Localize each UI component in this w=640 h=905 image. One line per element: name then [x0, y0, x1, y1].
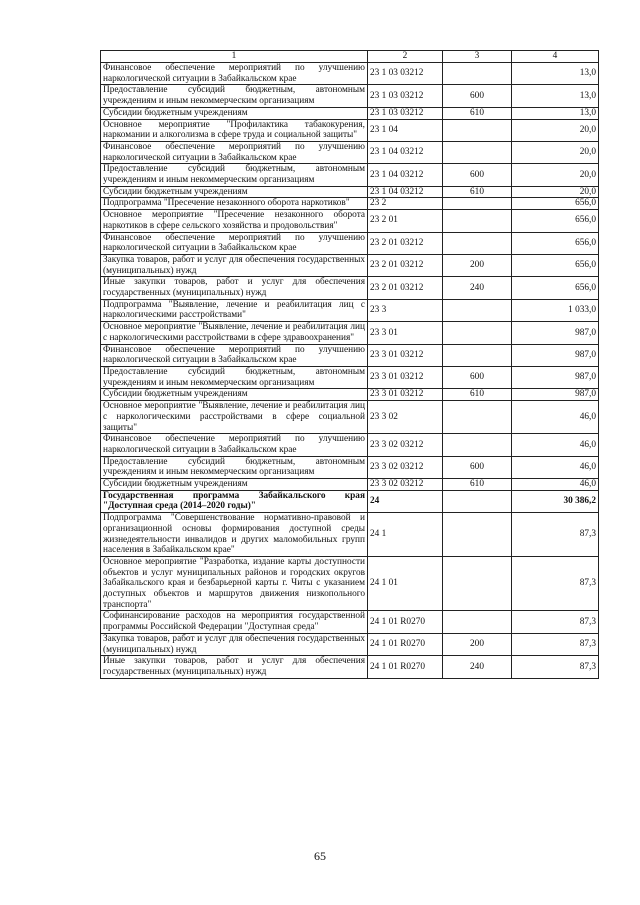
- amount-cell: 87,3: [512, 611, 599, 633]
- code-cell: 23 1 04: [368, 119, 443, 141]
- type-cell: [443, 434, 512, 456]
- code-cell: 23 2 01 03212: [368, 277, 443, 299]
- name-cell: Предоставление субсидий бюджетным, автономным учреждениям и иным некоммерческим организациям: [101, 456, 368, 478]
- table-row: [101, 401, 599, 434]
- code-cell: 24 1 01 R0270: [368, 656, 443, 678]
- header-cell-name: 1: [101, 51, 368, 63]
- table-row: [101, 85, 599, 107]
- type-cell: [443, 119, 512, 141]
- type-cell: 200: [443, 254, 512, 276]
- name-cell: Закупка товаров, работ и услуг для обеспечения государственных (муниципальных) нужд: [101, 633, 368, 655]
- table-row: [101, 186, 599, 198]
- type-cell: 240: [443, 277, 512, 299]
- type-cell: [443, 611, 512, 633]
- name-cell: Основное мероприятие "Выявление, лечение и реабилитация лиц с наркологическими расстройствами в сфере здравоохранения": [101, 322, 368, 344]
- table-row: [101, 107, 599, 119]
- code-cell: 23 1 03 03212: [368, 63, 443, 85]
- table-row: [101, 119, 599, 141]
- table-row: [101, 164, 599, 186]
- code-cell: 23 2: [368, 198, 443, 210]
- amount-cell: 656,0: [512, 254, 599, 276]
- type-cell: [443, 232, 512, 254]
- header-row: [101, 51, 599, 63]
- amount-cell: 87,3: [512, 656, 599, 678]
- amount-cell: 13,0: [512, 63, 599, 85]
- type-cell: [443, 322, 512, 344]
- table-row: [101, 322, 599, 344]
- amount-cell: 46,0: [512, 479, 599, 491]
- type-cell: 610: [443, 479, 512, 491]
- name-cell: Финансовое обеспечение мероприятий по улучшению наркологической ситуации в Забайкальском крае: [101, 434, 368, 456]
- code-cell: 23 1 04 03212: [368, 186, 443, 198]
- code-cell: 24 1 01 R0270: [368, 633, 443, 655]
- code-cell: 23 3 02 03212: [368, 434, 443, 456]
- name-cell: Финансовое обеспечение мероприятий по улучшению наркологической ситуации в Забайкальском крае: [101, 344, 368, 366]
- table-row: [101, 611, 599, 633]
- name-cell: Финансовое обеспечение мероприятий по улучшению наркологической ситуации в Забайкальском крае: [101, 63, 368, 85]
- table-row: [101, 513, 599, 557]
- name-cell: Предоставление субсидий бюджетным, автономным учреждениям и иным некоммерческим организациям: [101, 85, 368, 107]
- name-cell: Основное мероприятие "Разработка, издание карты доступности объектов и услуг муниципальных районов и городских округов Забайкальского края и безбарьерной карты г. Читы с указанием доступных объектов и маршрутов движения низкопольного транспорта": [101, 556, 368, 611]
- name-cell: Субсидии бюджетным учреждениям: [101, 479, 368, 491]
- amount-cell: 987,0: [512, 366, 599, 388]
- table-row: [101, 389, 599, 401]
- name-cell: Предоставление субсидий бюджетным, автономным учреждениям и иным некоммерческим организациям: [101, 164, 368, 186]
- table-row: [101, 141, 599, 163]
- code-cell: 23 2 01 03212: [368, 232, 443, 254]
- name-cell: Основное мероприятие "Выявление, лечение и реабилитация лиц с наркологическими расстройствами в сфере социальной защиты": [101, 401, 368, 434]
- code-cell: 23 1 03 03212: [368, 85, 443, 107]
- code-cell: 24: [368, 490, 443, 512]
- table-row: [101, 254, 599, 276]
- type-cell: [443, 490, 512, 512]
- type-cell: 200: [443, 633, 512, 655]
- table-row: [101, 277, 599, 299]
- code-cell: 23 3 02 03212: [368, 456, 443, 478]
- amount-cell: 46,0: [512, 401, 599, 434]
- amount-cell: 987,0: [512, 322, 599, 344]
- table-row: [101, 456, 599, 478]
- table-row: [101, 63, 599, 85]
- type-cell: 610: [443, 107, 512, 119]
- name-cell: Финансовое обеспечение мероприятий по улучшению наркологической ситуации в Забайкальском крае: [101, 141, 368, 163]
- type-cell: [443, 299, 512, 321]
- code-cell: 23 3 02: [368, 401, 443, 434]
- header-cell-code: 2: [368, 51, 443, 63]
- amount-cell: 87,3: [512, 556, 599, 611]
- amount-cell: 20,0: [512, 186, 599, 198]
- type-cell: 600: [443, 85, 512, 107]
- name-cell: Предоставление субсидий бюджетным, автономным учреждениям и иным некоммерческим организациям: [101, 366, 368, 388]
- table-row: [101, 656, 599, 678]
- amount-cell: 13,0: [512, 85, 599, 107]
- name-cell: Основное мероприятие "Профилактика табакокурения, наркомании и алкоголизма в сфере труда и социальной защиты": [101, 119, 368, 141]
- code-cell: 23 3 01 03212: [368, 389, 443, 401]
- type-cell: 600: [443, 456, 512, 478]
- name-cell: Софинансирование расходов на мероприятия государственной программы Российской Федерации "Доступная среда": [101, 611, 368, 633]
- amount-cell: 87,3: [512, 513, 599, 557]
- code-cell: 23 2 01: [368, 210, 443, 232]
- amount-cell: 87,3: [512, 633, 599, 655]
- table-row: [101, 366, 599, 388]
- amount-cell: 20,0: [512, 164, 599, 186]
- code-cell: 23 3 01 03212: [368, 366, 443, 388]
- code-cell: 23 1 03 03212: [368, 107, 443, 119]
- name-cell: Иные закупки товаров, работ и услуг для обеспечения государственных (муниципальных) нужд: [101, 656, 368, 678]
- name-cell: Государственная программа Забайкальского края "Доступная среда (2014–2020 годы)": [101, 490, 368, 512]
- table-row: [101, 210, 599, 232]
- code-cell: 23 3: [368, 299, 443, 321]
- name-cell: Основное мероприятие "Пресечение незаконного оборота наркотиков в сфере сельского хозяйства и продовольствия": [101, 210, 368, 232]
- amount-cell: 46,0: [512, 456, 599, 478]
- table-row: [101, 633, 599, 655]
- type-cell: 240: [443, 656, 512, 678]
- type-cell: [443, 210, 512, 232]
- name-cell: Подпрограмма "Пресечение незаконного оборота наркотиков": [101, 198, 368, 210]
- name-cell: Субсидии бюджетным учреждениям: [101, 186, 368, 198]
- page-number: 65: [314, 849, 326, 863]
- amount-cell: 30 386,2: [512, 490, 599, 512]
- name-cell: Подпрограмма "Совершенствование нормативно-правовой и организационной основы формирования доступной среды жизнедеятельности инвалидов и других маломобильных групп населения в Забайкальском крае": [101, 513, 368, 557]
- table-row: [101, 434, 599, 456]
- amount-cell: 656,0: [512, 210, 599, 232]
- code-cell: 24 1 01: [368, 556, 443, 611]
- table-row: [101, 232, 599, 254]
- table-row: [101, 344, 599, 366]
- name-cell: Субсидии бюджетным учреждениям: [101, 107, 368, 119]
- amount-cell: 46,0: [512, 434, 599, 456]
- table-row: [101, 198, 599, 210]
- amount-cell: 656,0: [512, 198, 599, 210]
- code-cell: 23 3 01: [368, 322, 443, 344]
- type-cell: [443, 63, 512, 85]
- code-cell: 23 3 02 03212: [368, 479, 443, 491]
- type-cell: [443, 141, 512, 163]
- code-cell: 23 3 01 03212: [368, 344, 443, 366]
- type-cell: [443, 513, 512, 557]
- name-cell: Финансовое обеспечение мероприятий по улучшению наркологической ситуации в Забайкальском крае: [101, 232, 368, 254]
- name-cell: Подпрограмма "Выявление, лечение и реабилитация лиц с наркологическими расстройствами": [101, 299, 368, 321]
- amount-cell: 13,0: [512, 107, 599, 119]
- type-cell: [443, 401, 512, 434]
- code-cell: 24 1: [368, 513, 443, 557]
- amount-cell: 656,0: [512, 277, 599, 299]
- amount-cell: 20,0: [512, 141, 599, 163]
- amount-cell: 987,0: [512, 344, 599, 366]
- amount-cell: 656,0: [512, 232, 599, 254]
- header-cell-amount: 4: [512, 51, 599, 63]
- header-cell-type: 3: [443, 51, 512, 63]
- type-cell: [443, 198, 512, 210]
- name-cell: Субсидии бюджетным учреждениям: [101, 389, 368, 401]
- amount-cell: 987,0: [512, 389, 599, 401]
- name-cell: Иные закупки товаров, работ и услуг для обеспечения государственных (муниципальных) нужд: [101, 277, 368, 299]
- code-cell: 23 1 04 03212: [368, 164, 443, 186]
- table-row: [101, 299, 599, 321]
- type-cell: 600: [443, 164, 512, 186]
- table-row: [101, 490, 599, 512]
- type-cell: 600: [443, 366, 512, 388]
- amount-cell: 1 033,0: [512, 299, 599, 321]
- type-cell: [443, 556, 512, 611]
- code-cell: 24 1 01 R0270: [368, 611, 443, 633]
- budget-table: [100, 50, 599, 679]
- table-row: [101, 556, 599, 611]
- code-cell: 23 2 01 03212: [368, 254, 443, 276]
- amount-cell: 20,0: [512, 119, 599, 141]
- type-cell: 610: [443, 186, 512, 198]
- table-row: [101, 479, 599, 491]
- type-cell: 610: [443, 389, 512, 401]
- code-cell: 23 1 04 03212: [368, 141, 443, 163]
- type-cell: [443, 344, 512, 366]
- name-cell: Закупка товаров, работ и услуг для обеспечения государственных (муниципальных) нужд: [101, 254, 368, 276]
